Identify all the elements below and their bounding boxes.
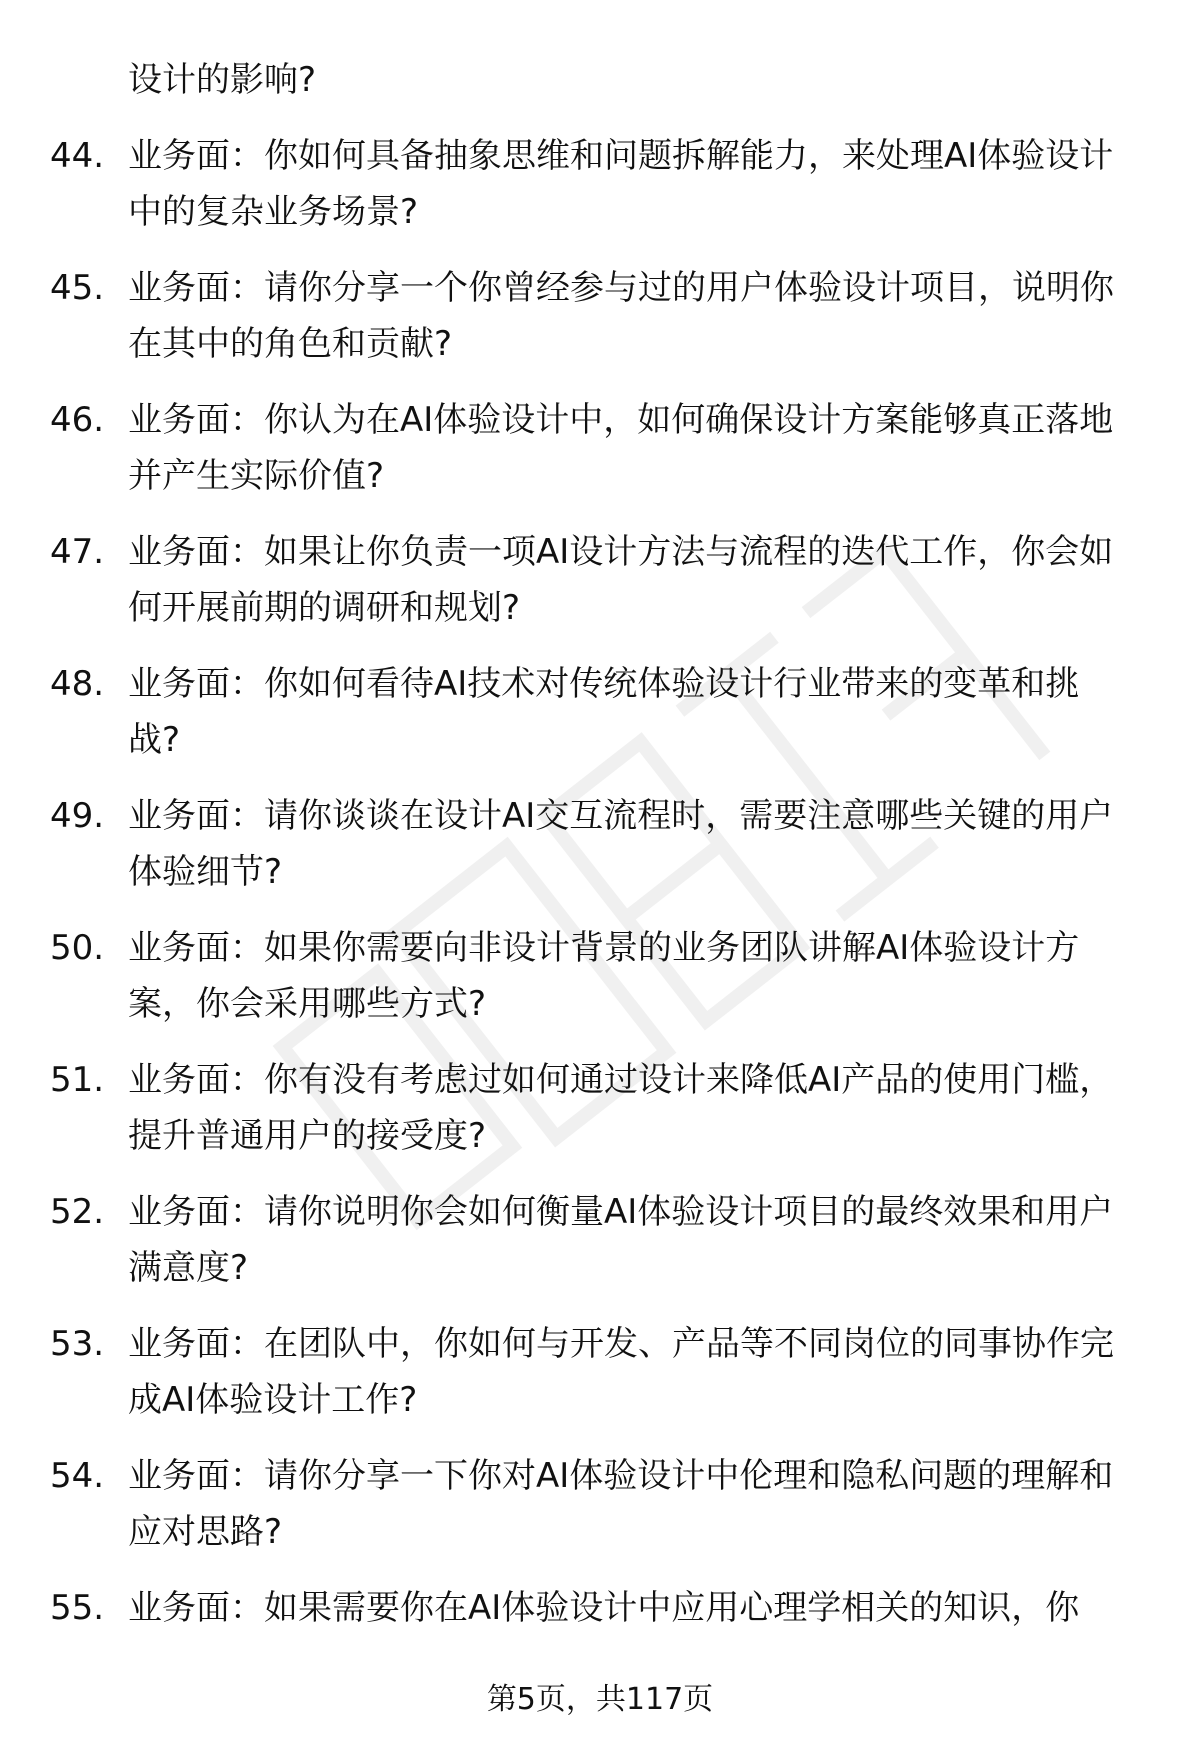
item-number: 53. bbox=[50, 1324, 105, 1364]
list-item bbox=[50, 392, 1150, 504]
item-text bbox=[128, 392, 1128, 504]
item-question: 你如何看待AI技术对传统体验设计行业带来的变革和挑战? bbox=[128, 664, 1080, 760]
item-question: 你如何具备抽象思维和问题拆解能力，来处理AI体验设计中的复杂业务场景? bbox=[128, 136, 1114, 232]
item-question: 你认为在AI体验设计中，如何确保设计方案能够真正落地并产生实际价值? bbox=[128, 400, 1114, 496]
item-category: 业务面： bbox=[128, 400, 264, 440]
list-item bbox=[50, 1184, 1150, 1296]
item-number: 50. bbox=[50, 928, 105, 968]
item-category: 业务面： bbox=[128, 1324, 264, 1364]
items-container bbox=[50, 128, 1150, 1636]
list-item bbox=[50, 920, 1150, 1032]
item-category: 业务面： bbox=[128, 1588, 264, 1628]
list-item bbox=[50, 524, 1150, 636]
item-question: 请你说明你会如何衡量AI体验设计项目的最终效果和用户满意度? bbox=[128, 1192, 1114, 1288]
item-question: 如果让你负责一项AI设计方法与流程的迭代工作，你会如何开展前期的调研和规划? bbox=[128, 532, 1114, 628]
item-number: 54. bbox=[50, 1456, 105, 1496]
item-number: 46. bbox=[50, 400, 105, 440]
item-question: 在团队中，你如何与开发、产品等不同岗位的同事协作完成AI体验设计工作? bbox=[128, 1324, 1114, 1420]
item-category: 业务面： bbox=[128, 1456, 264, 1496]
list-item bbox=[50, 656, 1150, 768]
item-question: 请你分享一下你对AI体验设计中伦理和隐私问题的理解和应对思路? bbox=[128, 1456, 1114, 1552]
item-category: 业务面： bbox=[128, 796, 264, 836]
question-list bbox=[50, 52, 1150, 1656]
item-number: 51. bbox=[50, 1060, 105, 1100]
list-item bbox=[50, 128, 1150, 240]
item-category: 业务面： bbox=[128, 1060, 264, 1100]
item-number: 52. bbox=[50, 1192, 105, 1232]
item-category: 业务面： bbox=[128, 928, 264, 968]
item-number: 49. bbox=[50, 796, 105, 836]
item-text bbox=[128, 1184, 1128, 1296]
continuation-text: 设计的影响? bbox=[128, 60, 317, 100]
item-text bbox=[128, 524, 1128, 636]
item-question: 如果你需要向非设计背景的业务团队讲解AI体验设计方案，你会采用哪些方式? bbox=[128, 928, 1080, 1024]
list-item bbox=[50, 1316, 1150, 1428]
item-number: 45. bbox=[50, 268, 105, 308]
item-question: 请你分享一个你曾经参与过的用户体验设计项目，说明你在其中的角色和贡献? bbox=[128, 268, 1114, 364]
item-text bbox=[128, 920, 1128, 1032]
item-number: 44. bbox=[50, 136, 105, 176]
item-question: 如果需要你在AI体验设计中应用心理学相关的知识，你 bbox=[264, 1588, 1080, 1628]
item-number: 47. bbox=[50, 532, 105, 572]
item-question: 你有没有考虑过如何通过设计来降低AI产品的使用门槛，提升普通用户的接受度? bbox=[128, 1060, 1114, 1156]
item-category: 业务面： bbox=[128, 268, 264, 308]
item-text bbox=[128, 128, 1128, 240]
item-text bbox=[128, 1448, 1128, 1560]
item-text bbox=[128, 1580, 1128, 1636]
list-item bbox=[50, 1580, 1150, 1636]
item-number: 55. bbox=[50, 1588, 105, 1628]
item-category: 业务面： bbox=[128, 136, 264, 176]
item-category: 业务面： bbox=[128, 532, 264, 572]
item-category: 业务面： bbox=[128, 664, 264, 704]
item-category: 业务面： bbox=[128, 1192, 264, 1232]
page-footer: 第5页，共117页 bbox=[486, 1682, 714, 1717]
item-text bbox=[128, 1316, 1128, 1428]
item-question: 请你谈谈在设计AI交互流程时，需要注意哪些关键的用户体验细节? bbox=[128, 796, 1114, 892]
item-text bbox=[128, 1052, 1128, 1164]
list-item bbox=[50, 788, 1150, 900]
list-item bbox=[50, 260, 1150, 372]
item-number: 48. bbox=[50, 664, 105, 704]
item-text bbox=[128, 260, 1128, 372]
item-text bbox=[128, 788, 1128, 900]
list-item bbox=[50, 1052, 1150, 1164]
list-item bbox=[50, 1448, 1150, 1560]
item-text bbox=[128, 656, 1128, 768]
